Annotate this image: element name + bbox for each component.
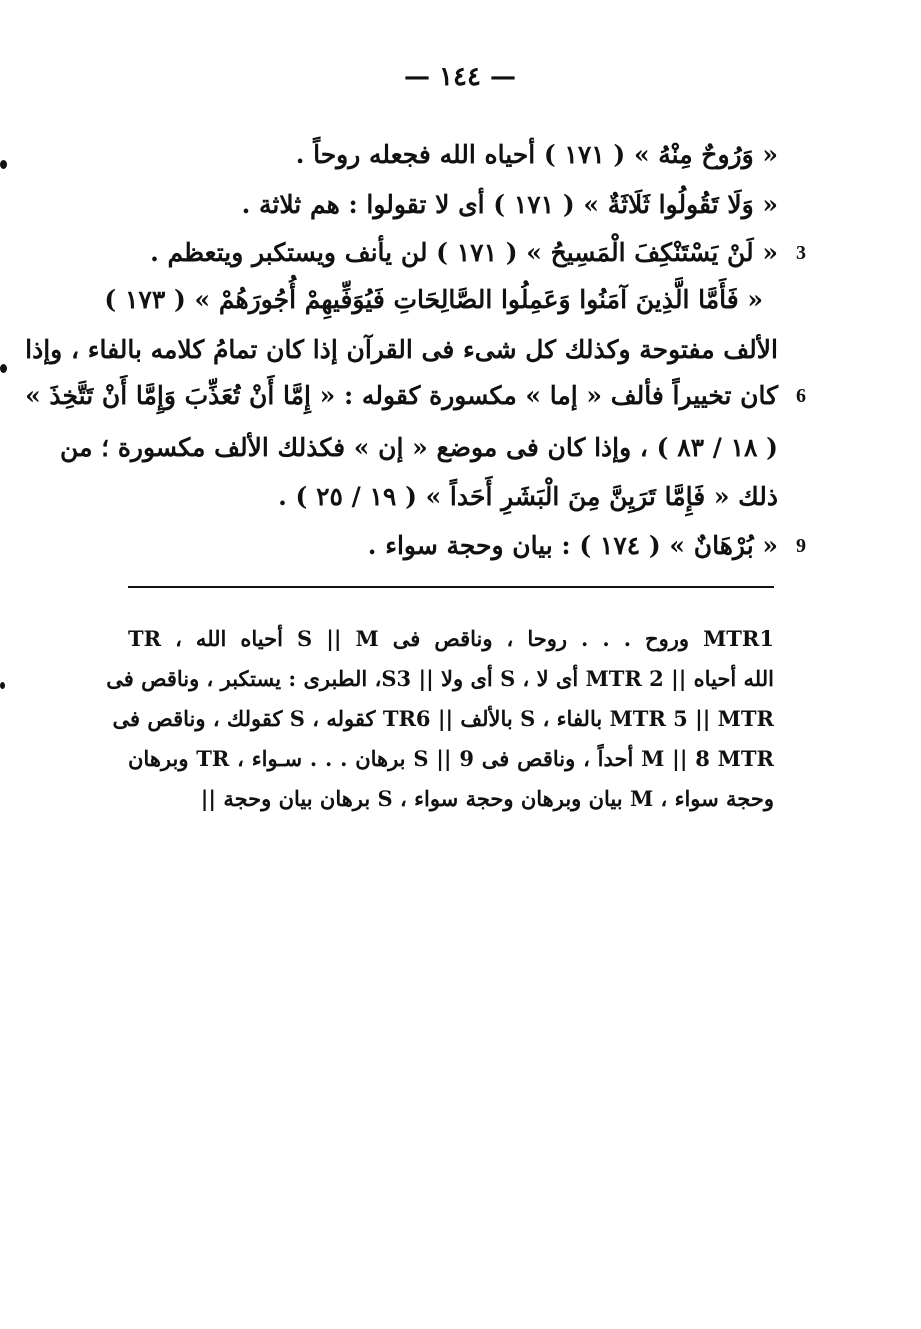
footnote-separator <box>128 586 774 588</box>
footnote-line-5: وحجة سواء ، M بيان وبرهان وحجة سواء ، S برهان بيان وحجة || <box>200 786 774 811</box>
line-number-3: 3 <box>796 242 806 264</box>
line-number-9: 9 <box>796 535 806 557</box>
text-line-3: « لَنْ يَسْتَنْكِفَ الْمَسِيحُ » ( ١٧١ ) لن يأنف ويستكبر ويتعظم . <box>150 238 778 267</box>
footnote-line-3: MTR 5 || MTR بالفاء ، S بالألف || TR6 كقوله ، S كقولك ، وناقص فى <box>112 706 774 731</box>
text-line-7: ( ١٨ / ٨٣ ) ، وإذا كان فى موضع « إن » فكذلك الألف مكسورة ؛ من <box>60 433 778 462</box>
margin-dot <box>0 682 5 689</box>
text-line-1: « وَرُوحٌ مِنْهُ » ( ١٧١ ) أحياه الله فجعله روحاً . <box>295 140 778 169</box>
margin-dot <box>0 160 7 169</box>
text-line-6: كان تخييراً فألف « إما » مكسورة كقوله : « إِمَّا أَنْ تُعَذِّبَ وَإِمَّا أَنْ تَتَّخِذَ » <box>25 381 778 410</box>
page-number: — ١٤٤ — <box>403 62 517 92</box>
text-line-5: الألف مفتوحة وكذلك كل شىء فى القرآن إذا كان تمامُ كلامه بالفاء ، وإذا <box>25 335 778 364</box>
footnote-line-1: MTR1 وروح . . . روحا ، وناقص فى S || M أحياه الله ، TR <box>128 626 774 651</box>
text-line-8: ذلك « فَإِمَّا تَرَيِنَّ مِنَ الْبَشَرِ أَحَداً » ( ١٩ / ٢٥ ) . <box>278 482 778 511</box>
text-line-9: « بُرْهَانٌ » ( ١٧٤ ) : بيان وحجة سواء . <box>367 531 778 560</box>
footnote-line-4: M || 8 MTR أحداً ، وناقص فى S || 9 برهان . . . سـواء ، TR وبرهان <box>128 746 775 771</box>
margin-dot <box>0 364 7 373</box>
line-number-6: 6 <box>796 385 806 407</box>
footnote-line-2: الله أحياه || 2 MTR أى لا ، S أى ولا || S3، الطبرى : يستكبر ، وناقص فى <box>106 666 774 691</box>
text-line-4: « فَأَمَّا الَّذِينَ آمَنُوا وَعَمِلُوا الصَّالِحَاتِ فَيُوَفِّيهِمْ أُجُورَهُمْ » ( ١٧٣ ) <box>104 285 763 314</box>
text-line-2: « وَلَا تَقُولُوا ثَلَاثَةٌ » ( ١٧١ ) أى لا تقولوا : هم ثلاثة . <box>241 190 778 219</box>
